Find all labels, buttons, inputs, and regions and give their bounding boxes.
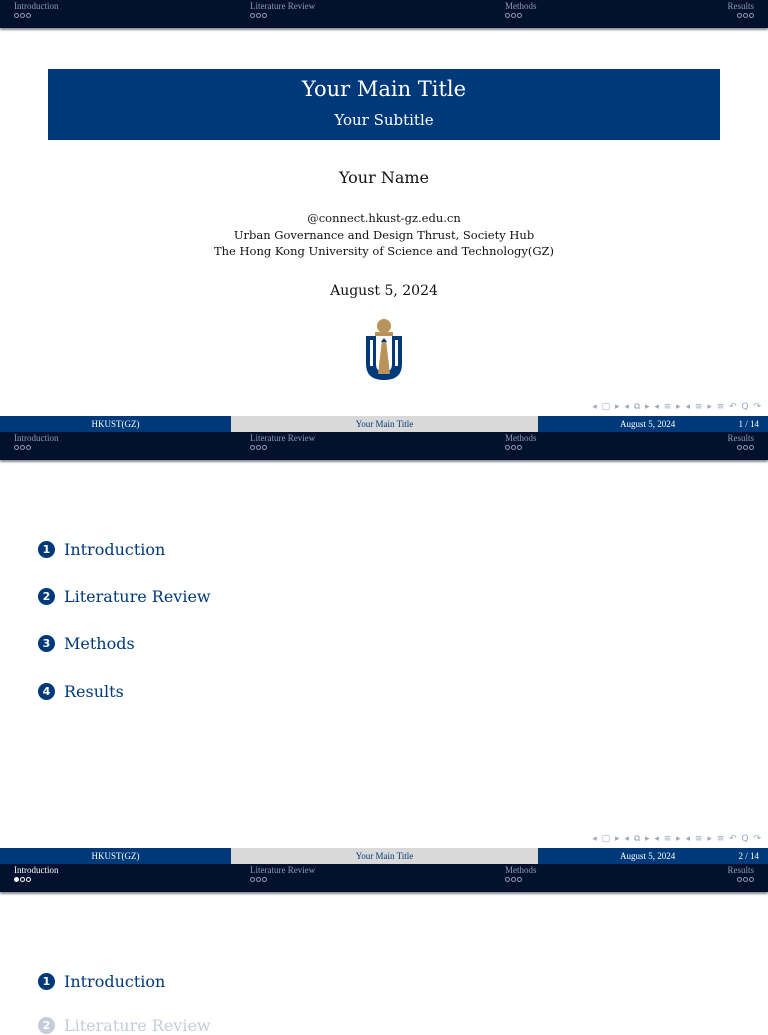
outline-item-label: Introduction: [64, 540, 166, 559]
section-nav-bar: [0, 864, 768, 892]
footer-bar: [0, 416, 768, 432]
nav-section-results[interactable]: [727, 1, 754, 18]
outline-item-literature-review[interactable]: [38, 587, 211, 606]
outline-slide: [0, 432, 768, 864]
footer-institute: HKUST(GZ): [0, 416, 231, 432]
outline-item-introduction[interactable]: [38, 972, 165, 991]
footer-right: [538, 416, 768, 432]
nav-dot[interactable]: [14, 877, 19, 882]
beamer-nav-symbols[interactable]: ◂ ▢ ▸ ◂ ⧉ ▸ ◂ ≡ ▸ ◂ ≡ ▸ ≡ ↶ Q ↷: [592, 834, 762, 844]
nav-dot[interactable]: [511, 445, 516, 450]
section-outline-slide: [0, 864, 768, 1035]
outline-item-label: Methods: [64, 634, 135, 653]
nav-subsection-dots: [250, 13, 315, 18]
outline-item-label: Results: [64, 682, 124, 701]
footer-title: Your Main Title: [231, 848, 538, 864]
outline-number-ball: 1: [38, 973, 55, 990]
nav-dot[interactable]: [256, 445, 261, 450]
nav-dot[interactable]: [511, 13, 516, 18]
nav-section-label: Introduction: [14, 865, 59, 875]
outline-item-label: Introduction: [64, 972, 166, 991]
nav-dot[interactable]: [743, 445, 748, 450]
nav-section-label: Results: [727, 1, 754, 11]
beamer-nav-symbols[interactable]: ◂ ▢ ▸ ◂ ⧉ ▸ ◂ ≡ ▸ ◂ ≡ ▸ ≡ ↶ Q ↷: [592, 402, 762, 412]
footer-right: [538, 848, 768, 864]
nav-section-results[interactable]: [727, 433, 754, 450]
footer-title: Your Main Title: [231, 416, 538, 432]
nav-dot[interactable]: [20, 13, 25, 18]
outline-number-ball: 2: [38, 588, 55, 605]
nav-section-label: Results: [727, 433, 754, 443]
outline-number-ball: 3: [38, 635, 55, 652]
nav-dot[interactable]: [743, 877, 748, 882]
nav-dot[interactable]: [26, 877, 31, 882]
nav-subsection-dots: [14, 877, 59, 882]
section-nav-bar: [0, 0, 768, 28]
nav-dot[interactable]: [250, 445, 255, 450]
nav-dot[interactable]: [250, 13, 255, 18]
footer-page-number: 2 / 14: [738, 851, 759, 861]
nav-section-label: Methods: [505, 1, 537, 11]
nav-subsection-dots: [727, 445, 754, 450]
nav-dot[interactable]: [505, 445, 510, 450]
nav-dot[interactable]: [20, 445, 25, 450]
nav-dot[interactable]: [505, 877, 510, 882]
title-block: [48, 69, 720, 140]
author-name: Your Name: [338, 168, 430, 187]
nav-dot[interactable]: [250, 877, 255, 882]
institute-email: @connect.hkust-gz.edu.cn: [307, 211, 461, 225]
footer-date: August 5, 2024: [620, 419, 676, 429]
outline-number-ball: 2: [38, 1017, 55, 1034]
nav-dot[interactable]: [511, 877, 516, 882]
nav-section-label: Introduction: [14, 1, 59, 11]
nav-dot[interactable]: [517, 445, 522, 450]
presentation-date: August 5, 2024: [330, 283, 438, 299]
outline-item-label: Literature Review: [64, 1016, 211, 1035]
nav-dot[interactable]: [517, 13, 522, 18]
nav-subsection-dots: [14, 13, 59, 18]
nav-dot[interactable]: [26, 445, 31, 450]
nav-section-introduction[interactable]: [14, 433, 59, 450]
nav-subsection-dots: [250, 445, 315, 450]
nav-subsection-dots: [727, 13, 754, 18]
main-title: Your Main Title: [301, 77, 467, 101]
outline-item-introduction[interactable]: [38, 540, 165, 559]
nav-dot[interactable]: [743, 13, 748, 18]
footer-bar: [0, 848, 768, 864]
nav-dot[interactable]: [26, 13, 31, 18]
nav-subsection-dots: [505, 445, 537, 450]
nav-dot[interactable]: [749, 445, 754, 450]
nav-subsection-dots: [14, 445, 59, 450]
nav-section-introduction[interactable]: [14, 1, 59, 18]
nav-section-label: Literature Review: [250, 1, 316, 11]
section-nav-bar: [0, 432, 768, 460]
nav-dot[interactable]: [737, 13, 742, 18]
nav-section-introduction[interactable]: [14, 865, 59, 882]
nav-section-literature-review[interactable]: [250, 433, 315, 450]
outline-item-label: Literature Review: [64, 587, 211, 606]
footer-page-number: 1 / 14: [738, 419, 759, 429]
footer-institute: HKUST(GZ): [0, 848, 231, 864]
nav-section-label: Methods: [505, 433, 537, 443]
nav-dot[interactable]: [517, 877, 522, 882]
subtitle: Your Subtitle: [334, 111, 434, 129]
nav-dot[interactable]: [262, 445, 267, 450]
outline-number-ball: 4: [38, 683, 55, 700]
nav-section-methods[interactable]: [505, 865, 537, 882]
hkust-logo-icon: [362, 318, 406, 384]
institute-department: Urban Governance and Design Thrust, Society Hub: [233, 227, 535, 242]
outline-item-methods[interactable]: [38, 634, 135, 653]
nav-dot[interactable]: [14, 13, 19, 18]
nav-section-literature-review[interactable]: [250, 865, 315, 882]
nav-section-label: Literature Review: [250, 865, 316, 875]
nav-section-label: Introduction: [14, 433, 59, 443]
nav-section-methods[interactable]: [505, 433, 537, 450]
nav-subsection-dots: [505, 877, 537, 882]
nav-dot[interactable]: [256, 877, 261, 882]
nav-dot[interactable]: [14, 445, 19, 450]
nav-section-literature-review[interactable]: [250, 1, 315, 18]
nav-dot[interactable]: [749, 877, 754, 882]
footer-date: August 5, 2024: [620, 851, 676, 861]
nav-dot[interactable]: [749, 13, 754, 18]
nav-dot[interactable]: [737, 877, 742, 882]
nav-dot[interactable]: [505, 13, 510, 18]
nav-section-results[interactable]: [727, 865, 754, 882]
institute: [0, 210, 768, 260]
nav-dot[interactable]: [262, 877, 267, 882]
nav-dot[interactable]: [256, 13, 261, 18]
title-slide: [0, 0, 768, 432]
nav-section-label: Methods: [505, 865, 537, 875]
nav-section-methods[interactable]: [505, 1, 537, 18]
nav-subsection-dots: [727, 877, 754, 882]
nav-dot[interactable]: [20, 877, 25, 882]
nav-section-label: Results: [727, 865, 754, 875]
institute-university: The Hong Kong University of Science and Technology(GZ): [213, 244, 555, 258]
nav-section-label: Literature Review: [250, 433, 316, 443]
outline-number-ball: 1: [38, 541, 55, 558]
nav-dot[interactable]: [262, 13, 267, 18]
outline-item-literature-review[interactable]: [38, 1016, 211, 1035]
nav-subsection-dots: [250, 877, 315, 882]
outline-item-results[interactable]: [38, 682, 124, 701]
nav-subsection-dots: [505, 13, 537, 18]
nav-dot[interactable]: [737, 445, 742, 450]
